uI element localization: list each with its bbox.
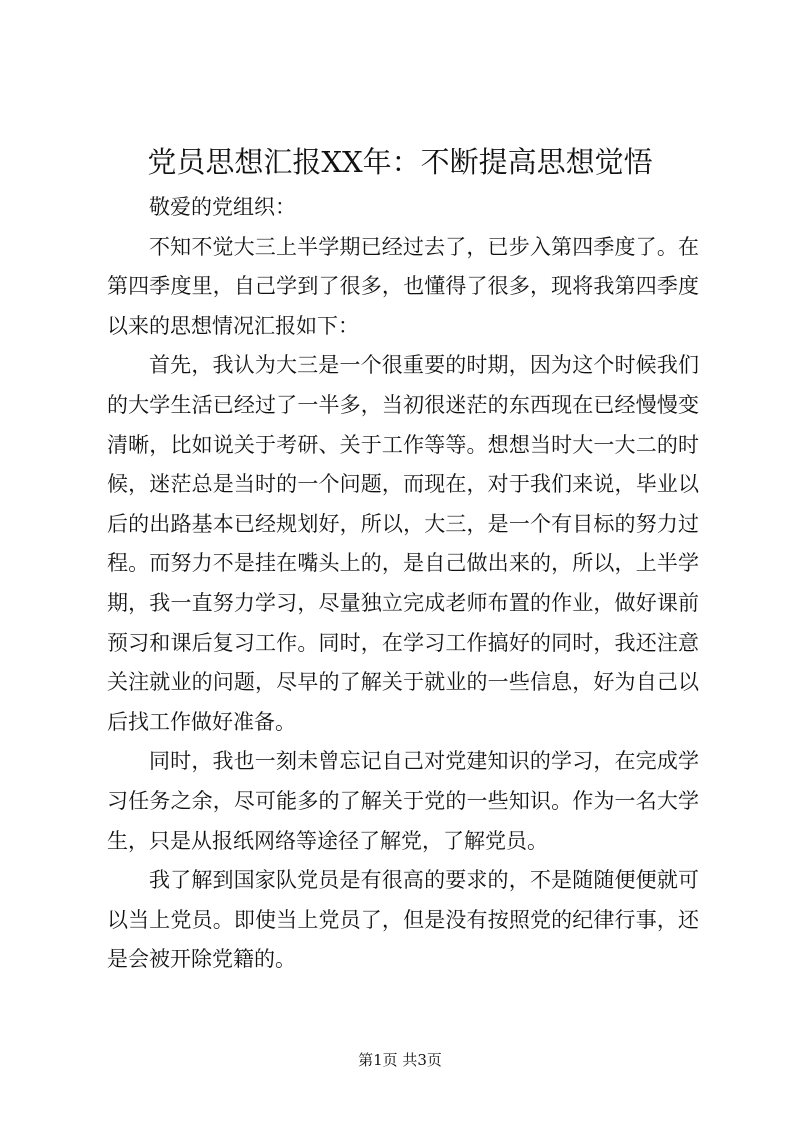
document-title: 党员思想汇报XX年：不断提高思想觉悟 xyxy=(147,145,653,179)
paragraph-4: 我了解到国家队党员是有很高的要求的，不是随随便便就可以当上党员。即使当上党员了，但是没有按照党的纪律行事，还是会被开除党籍的。 xyxy=(107,868,699,972)
paragraph-3: 同时，我也一刻未曾忘记自己对党建知识的学习，在完成学习任务之余，尽可能多的了解关于党的一些知识。作为一名大学生，只是从报纸网络等途径了解党，了解党员。 xyxy=(107,749,699,853)
salutation: 敬爱的党组织： xyxy=(149,195,296,219)
document-body xyxy=(107,188,699,980)
paragraph-2: 首先，我认为大三是一个很重要的时期，因为这个时候我们的大学生活已经过了一半多，当初很迷茫的东西现在已经慢慢变清晰，比如说关于考研、关于工作等等。想想当时大一大二的时候，迷茫总是当时的一个问题，而现在，对于我们来说，毕业以后的出路基本已经规划好，所以，大三，是一个有目标的努力过程。而努力不是挂在嘴头上的，是自己做出来的，所以，上半学期，我一直努力学习，尽量独立完成老师布置的作业，做好课前预习和课后复习工作。同时，在学习工作搞好的同时，我还注意关注就业的问题，尽早的了解关于就业的一些信息，好为自己以后找工作做好准备。 xyxy=(107,353,699,734)
page-footer: 第1页 共3页 xyxy=(358,1051,442,1069)
paragraph-1: 不知不觉大三上半学期已经过去了，已步入第四季度了。在第四季度里，自己学到了很多，也懂得了很多，现将我第四季度以来的思想情况汇报如下： xyxy=(107,234,699,338)
